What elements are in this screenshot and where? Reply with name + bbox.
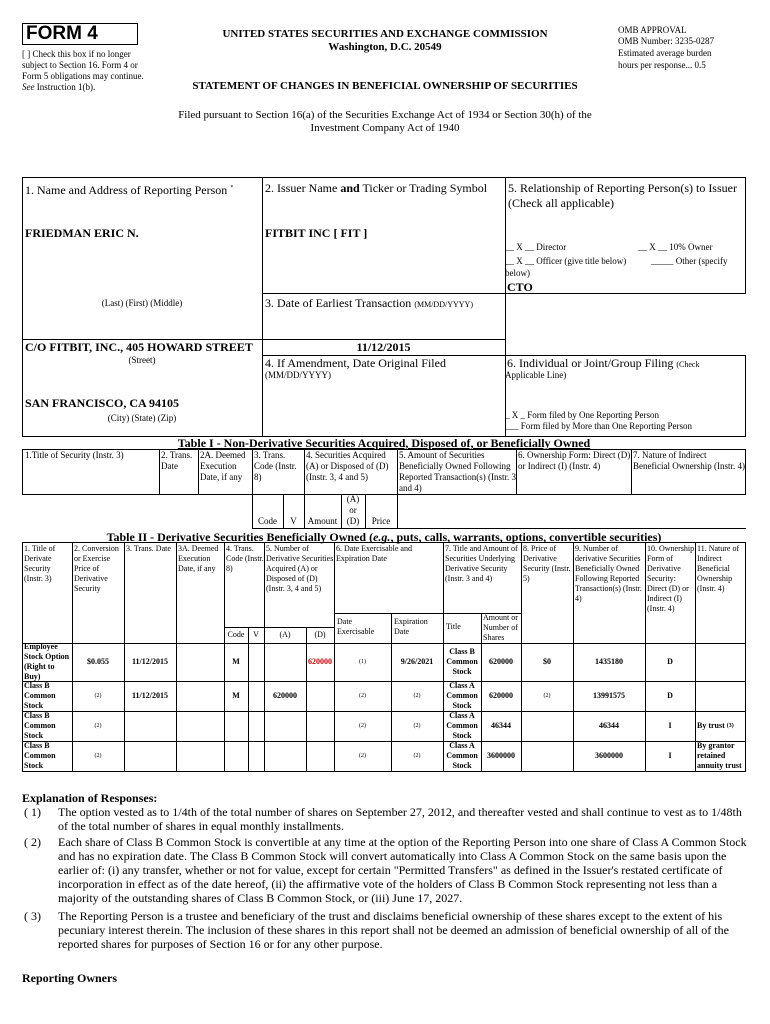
t2-row4-und-title: Class A Common Stock xyxy=(446,741,478,770)
t2-row3-nature-text: By trust xyxy=(697,721,725,730)
t2-row3-exercisable-fn: (2) xyxy=(359,723,366,729)
reporting-owners-heading: Reporting Owners xyxy=(22,971,117,985)
t2-h9: 9. Number of derivative Securities Beneficially Owned Following Reported Transaction(s) (Instr. 4) xyxy=(575,544,642,603)
t2-row3-conv-fn: (2) xyxy=(94,723,102,729)
t2-row1-exercisable xyxy=(334,643,391,681)
t2-row2-conv xyxy=(72,681,124,711)
t1-h1: 1.Title of Security (Instr. 3) xyxy=(25,450,124,460)
t2-row3-nature-fn: (3) xyxy=(726,723,734,729)
t2-h11: 11. Nature of Indirect Beneficial Ownership (Instr. 4) xyxy=(697,544,740,593)
t2-row4-conv xyxy=(72,741,124,771)
t2-row3-expiration xyxy=(391,711,443,741)
t2-row4-conv-fn: (2) xyxy=(94,753,102,759)
t2-row2-security: Class B Common Stock xyxy=(24,681,56,710)
issuer-name: FITBIT INC [ FIT ] xyxy=(265,226,368,240)
check-box-notice[interactable] xyxy=(22,49,152,93)
t2-row2-owned: 13991575 xyxy=(593,691,625,700)
t2-title-col: Title xyxy=(446,622,461,631)
t2-h2: 2. Conversion or Exercise Price of Derivative Security xyxy=(74,544,119,593)
t2-row3-expiration-fn: (2) xyxy=(413,723,421,729)
t2-row4-und-amount: 3600000 xyxy=(487,751,515,760)
box1-footnote: * xyxy=(230,185,234,191)
check-see: See xyxy=(22,82,35,92)
t2-row1-price: $0 xyxy=(543,657,551,666)
t2-row2-price-fn: (2) xyxy=(543,693,551,699)
t1-price: Price xyxy=(371,516,391,526)
t2-row1-exercisable-fn: (1) xyxy=(359,659,366,665)
t2-row2-date: 11/12/2015 xyxy=(131,691,168,700)
box2-label xyxy=(265,181,487,195)
t1-a-or-d: (A) or (D) xyxy=(346,494,360,526)
t2-row3-exercisable xyxy=(334,711,391,741)
t2-row1-und-title: Class B Common Stock xyxy=(446,647,478,676)
t1-h3: 3. Trans. Code (Instr. 8) xyxy=(254,450,297,482)
t2-row3-nature xyxy=(697,711,745,741)
t2-row1-form: D xyxy=(667,657,673,666)
agency-name: UNITED STATES SECURITIES AND EXCHANGE COMMISSION xyxy=(222,28,548,40)
t2-title-a: Table II - Derivative Securities Beneficially Owned ( xyxy=(106,530,374,544)
t2-row3-security: Class B Common Stock xyxy=(24,711,56,740)
t2-h8: 8. Price of Derivative Security (Instr. 5) xyxy=(523,544,571,583)
box2-label-b: Ticker or Trading Symbol xyxy=(362,181,488,195)
name-sublabel: (Last) (First) (Middle) xyxy=(101,298,183,308)
t2-row4-owned: 3600000 xyxy=(595,751,623,760)
t2-h5: 5. Number of Derivative Securities Acquired (A) or Disposed of (D) (Instr. 3, 4 and 5) xyxy=(266,544,334,593)
street-sublabel: (Street) xyxy=(128,355,156,365)
t2-row1-security: Employee Stock Option (Right to Buy) xyxy=(24,643,70,681)
omb-number: OMB Number: 3235-0287 xyxy=(618,36,714,46)
box3-label-text: 3. Date of Earliest Transaction xyxy=(265,296,412,310)
t2-row2-expiration xyxy=(391,681,443,711)
omb-approval: OMB APPROVAL xyxy=(618,25,687,35)
t2-row1-d: 620000 xyxy=(308,657,332,666)
t2-title-b: , puts, calls, warrants, options, convertible securities) xyxy=(390,530,662,544)
t2-expiration-date: Expiration Date xyxy=(394,617,428,636)
box4-sub: (MM/DD/YYYY) xyxy=(265,370,331,380)
t2-row2-price xyxy=(521,681,573,711)
explanation-2-text: Each share of Class B Common Stock is convertible at any time at the option of the Reporting Person into one share of Class A Common Stock and has no expiration date. The Class B Common Stock will convert automatically into Class A Common Stock on the same basis upon the earlier of: (i) any transfer, whether or not for value, except for certain "Permitted Transfers" as defined in the Issuer's restated certificate of incorporation in effect as of the date hereof, (ii) the affirmative vote of the holders of Class B Common Stock representing not less than a majority of the outstanding shares of Class B Common Stock, or (iii) June 17, 2027. xyxy=(58,835,747,905)
explanation-1-text: The option vested as to 1/4th of the total number of shares on September 27, 2012, and thereafter vested and shall continue to vest as to 1/48th of the total number of shares in equal monthly installments. xyxy=(58,805,742,833)
t2-date-exercisable: Date Exercisable xyxy=(337,617,375,636)
t1-h6: 6. Ownership Form: Direct (D) or Indirect (I) (Instr. 4) xyxy=(518,450,631,471)
t2-row3-und-amount: 46344 xyxy=(491,721,511,730)
t2-h10: 10. Ownership Form of Derivative Security: Direct (D) or Indirect (I) (Instr. 4) xyxy=(647,544,695,613)
box2-label-a: 2. Issuer Name xyxy=(265,181,338,195)
city-sublabel: (City) (State) (Zip) xyxy=(107,413,177,423)
officer-title: CTO xyxy=(507,280,533,294)
t2-row4-form: I xyxy=(668,751,672,760)
reporting-street: C/O FITBIT, INC., 405 HOWARD STREET xyxy=(25,340,253,354)
t2-row4-expiration-fn: (2) xyxy=(413,753,421,759)
explanation-2-num: ( 2) xyxy=(24,835,41,849)
t2-d: (D) xyxy=(314,630,326,639)
t2-row4-exercisable xyxy=(334,741,391,771)
t2-row2-code: M xyxy=(232,691,240,700)
reporting-person-name: FRIEDMAN ERIC N. xyxy=(25,226,139,240)
t2-v: V xyxy=(253,630,259,639)
t2-row4-nature: By grantor retained annuity trust xyxy=(697,741,742,770)
box6-check: (Check xyxy=(676,360,700,369)
statement-title: STATEMENT OF CHANGES IN BENEFICIAL OWNERSHIP OF SECURITIES xyxy=(192,80,578,92)
t2-h7: 7. Title and Amount of Securities Underlying Derivative Security (Instr. 3 and 4) xyxy=(445,544,518,583)
box5-label: 5. Relationship of Reporting Person(s) to Issuer xyxy=(508,181,737,195)
box1-label-text: 1. Name and Address of Reporting Person xyxy=(25,183,228,197)
t2-row4-exercisable-fn: (2) xyxy=(359,753,366,759)
box2-and: and xyxy=(340,181,360,195)
box3-sub: (MM/DD/YYYY) xyxy=(414,300,473,309)
t2-h1: 1. Title of Derivate Security (Instr. 3) xyxy=(24,544,56,583)
t2-amount-shares: Amount or Number of Shares xyxy=(483,613,518,642)
box3-label xyxy=(265,296,473,312)
explanation-3-text: The Reporting Person is a trustee and beneficiary of the trust and disclaims beneficial ownership of these shares except to the extent of his pecuniary interest therein. The inclusion of these shares in this report shall not be deemed an admission of beneficial ownership of all of the reported shares for purposes of Section 16 or for any other purpose. xyxy=(58,909,729,951)
omb-burden: Estimated average burden xyxy=(618,48,712,58)
t1-code: Code xyxy=(258,516,277,526)
table1-title: Table I - Non-Derivative Securities Acquired, Disposed of, or Beneficially Owned xyxy=(177,436,591,450)
t1-h2: 2. Trans. Date xyxy=(161,450,193,471)
t2-title-eg: e.g. xyxy=(373,530,391,544)
check-instruction: Instruction 1(b). xyxy=(36,82,96,92)
ten-percent-check[interactable]: __ X __ 10% Owner xyxy=(638,242,713,252)
box5-sub: (Check all applicable) xyxy=(508,196,614,210)
t2-a: (A) xyxy=(279,630,291,639)
t2-row2-und-title: Class A Common Stock xyxy=(446,681,478,710)
t2-row4-expiration xyxy=(391,741,443,771)
t1-h7: 7. Nature of Indirect Beneficial Ownership (Instr. 4) xyxy=(633,450,745,471)
t2-row1-date: 11/12/2015 xyxy=(131,657,168,666)
agency-location: Washington, D.C. 20549 xyxy=(328,41,442,53)
t2-row1-und-amount: 620000 xyxy=(489,657,513,666)
officer-check[interactable]: __ X __ Officer (give title below) xyxy=(505,256,627,266)
filing-one-person[interactable]: _ X _ Form filed by One Reporting Person xyxy=(505,410,659,420)
explanation-3-num: ( 3) xyxy=(24,909,41,923)
explanation-title: Explanation of Responses: xyxy=(22,791,158,805)
t2-row2-a: 620000 xyxy=(273,691,297,700)
t2-h4: 4. Trans. Code (Instr. 8) xyxy=(226,544,264,573)
t2-h3: 3. Trans. Date xyxy=(126,544,171,553)
t2-row1-expiration: 9/26/2021 xyxy=(400,657,434,666)
box1-label xyxy=(25,181,233,197)
filed-pursuant-line2: Investment Company Act of 1940 xyxy=(310,122,460,134)
below-label: below) xyxy=(505,268,530,278)
t2-row1-code: M xyxy=(232,657,240,666)
t1-h2a: 2A. Deemed Execution Date, if any xyxy=(200,450,246,482)
box4-label: 4. If Amendment, Date Original Filed xyxy=(265,356,446,370)
t2-row2-und-amount: 620000 xyxy=(489,691,513,700)
t2-row2-exercisable xyxy=(334,681,391,711)
t2-code: Code xyxy=(227,630,245,639)
filing-more-persons[interactable]: ___ Form filed by More than One Reporting Person xyxy=(505,421,692,431)
reporting-city: SAN FRANCISCO, CA 94105 xyxy=(25,396,180,410)
t2-row3-conv xyxy=(72,711,124,741)
t1-h5: 5. Amount of Securities Beneficially Owned Following Reported Transaction(s) (Instr. 3 and 4) xyxy=(399,450,516,493)
form-title: FORM 4 xyxy=(26,23,98,44)
omb-hours: hours per response... 0.5 xyxy=(618,60,706,70)
t2-row2-exercisable-fn: (2) xyxy=(359,693,366,699)
t2-row3-form: I xyxy=(668,721,672,730)
t2-h3a: 3A. Deemed Execution Date, if any xyxy=(178,544,219,573)
explanation-1-num: ( 1) xyxy=(24,805,41,819)
t2-row3-und-title: Class A Common Stock xyxy=(446,711,478,740)
t2-row2-conv-fn: (2) xyxy=(94,693,102,699)
director-check[interactable]: __ X __ Director xyxy=(505,242,567,252)
t2-row1-conv: $0.055 xyxy=(87,657,109,666)
box6-applicable: Applicable Line) xyxy=(505,370,567,380)
t2-h6: 6. Date Exercisable and Expiration Date xyxy=(336,544,412,563)
box6-label-text: 6. Individual or Joint/Group Filing xyxy=(507,356,674,370)
filed-pursuant-line1: Filed pursuant to Section 16(a) of the Securities Exchange Act of 1934 or Section 30(h) of the xyxy=(178,109,592,121)
t2-row3-owned: 46344 xyxy=(599,721,619,730)
check-box-text: [ ] Check this box if no longer subject to Section 16. Form 4 or Form 5 obligations may continue. xyxy=(22,49,144,81)
earliest-transaction-date: 11/12/2015 xyxy=(356,340,411,354)
t2-row1-owned: 1435180 xyxy=(595,657,623,666)
t2-row2-form: D xyxy=(667,691,673,700)
t2-row4-security: Class B Common Stock xyxy=(24,741,56,770)
t1-v: V xyxy=(290,516,297,526)
t1-amount: Amount xyxy=(307,516,338,526)
t2-row2-expiration-fn: (2) xyxy=(413,693,421,699)
other-check[interactable]: _____ Other (specify xyxy=(651,256,728,266)
t1-h4: 4. Securities Acquired (A) or Disposed of (D) (Instr. 3, 4 and 5) xyxy=(306,450,389,482)
